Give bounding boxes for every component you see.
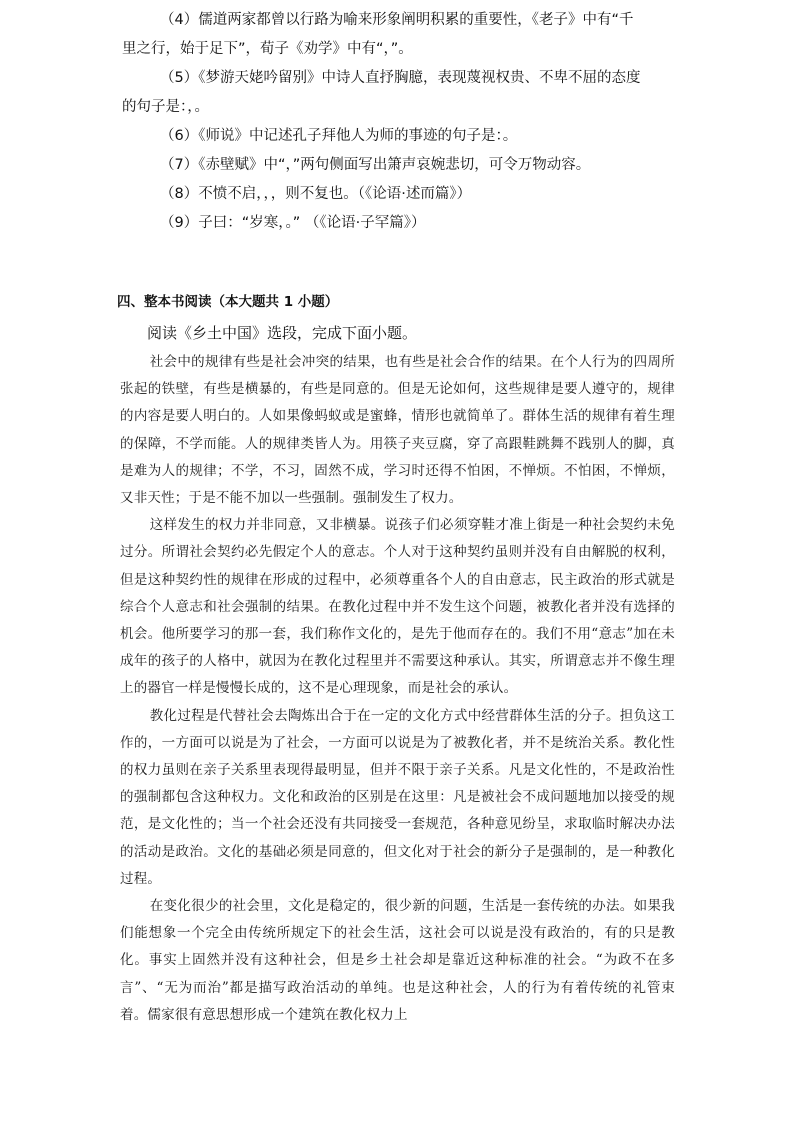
question-9: （9）子曰：“岁寒，。” （《论语·子罕篇》） <box>160 215 426 231</box>
passage-paragraph: 教化过程是代替社会去陶炼出合于在一定的文化方式中经营群体生活的分子。担负这工作的，一方面可以说是为了社会，一方面可以说是为了被教化者，并不是统治关系。教化性的权力虽则在亲子关系里表现得最明显，但并不限于亲子关系。凡是文化性的，不是政治性的强制都包含这种权力。文化和政治的区别是在这里：凡是被社会不成问题地加以接受的规范，是文化性的；当一个社会还没有共同接受一套规范，各种意见纷呈，求取临时解决办法的活动是政治。文化的基础必须是同意的，但文化对于社会的新分子是强制的，是一种教化过程。 <box>120 707 675 887</box>
section-title: 四、整本书阅读（本大题共 1 小题） <box>117 294 339 310</box>
passage-paragraph: 在变化很少的社会里，文化是稳定的，很少新的问题，生活是一套传统的办法。如果我们能想象一个完全由传统所规定下的社会生活，这社会可以说是没有政治的，有的只是教化。事实上固然并没有这种社会，但是乡土社会却是靠近这种标准的社会。“为政不在多言”、“无为而治”都是描写政治活动的单纯。也是这种社会，人的行为有着传统的礼管束着。儒家很有意思想形成一个建筑在教化权力上 <box>120 898 675 1023</box>
passage-paragraph: 这样发生的权力并非同意，又非横暴。说孩子们必须穿鞋才准上街是一种社会契约未免过分。所谓社会契约必先假定个人的意志。个人对于这种契约虽则并没有自由解脱的权利，但是这种契约性的规律在形成的过程中，必须尊重各个人的自由意志，民主政治的形式就是综合个人意志和社会强制的结果。在教化过程中并不发生这个问题，被教化者并没有选择的机会。他所要学习的那一套，我们称作文化的，是先于他而存在的。我们不用“意志”加在未成年的孩子的人格中，就因为在教化过程里并不需要这种承认。其实，所谓意志并不像生理上的器官一样是慢慢长成的，这不是心理现象，而是社会的承认。 <box>120 517 675 697</box>
question-7: （7）《赤壁赋》中“，”两句侧面写出箫声哀婉悲切，可令万物动容。 <box>160 157 591 173</box>
question-6: （6）《师说》中记述孔子拜他人为师的事迹的句子是：。 <box>160 128 518 144</box>
question-5-line-1: （5）《梦游天姥吟留别》中诗人直抒胸臆，表现蔑视权贵、不卑不屈的态度 <box>160 70 641 86</box>
question-4-line-2: 里之行，始于足下”，荀子《劝学》中有“，”。 <box>122 41 413 57</box>
question-4-line-1: （4）儒道两家都曾以行路为喻来形象阐明积累的重要性，《老子》中有“千 <box>160 12 634 28</box>
question-8: （8）不愤不启，，，则不复也。（《论语·述而篇》） <box>160 186 472 202</box>
question-5-line-2: 的句子是：，。 <box>122 99 209 115</box>
passage-paragraph: 社会中的规律有些是社会冲突的结果，也有些是社会合作的结果。在个人行为的四周所张起的铁壁，有些是横暴的，有些是同意的。但是无论如何，这些规律是要人遵守的，规律的内容是要人明白的。人如果像蚂蚁或是蜜蜂，情形也就简单了。群体生活的规律有着生理的保障，不学而能。人的规律类皆人为。用筷子夹豆腐，穿了高跟鞋跳舞不践别人的脚，真是难为人的规律；不学，不习，固然不成，学习时还得不怕困，不惮烦。不怕困，不惮烦，又非天性；于是不能不加以一些强制。强制发生了权力。 <box>120 354 675 507</box>
reading-passage <box>120 349 675 1029</box>
reading-instruction: 阅读《乡土中国》选段，完成下面小题。 <box>147 324 418 342</box>
